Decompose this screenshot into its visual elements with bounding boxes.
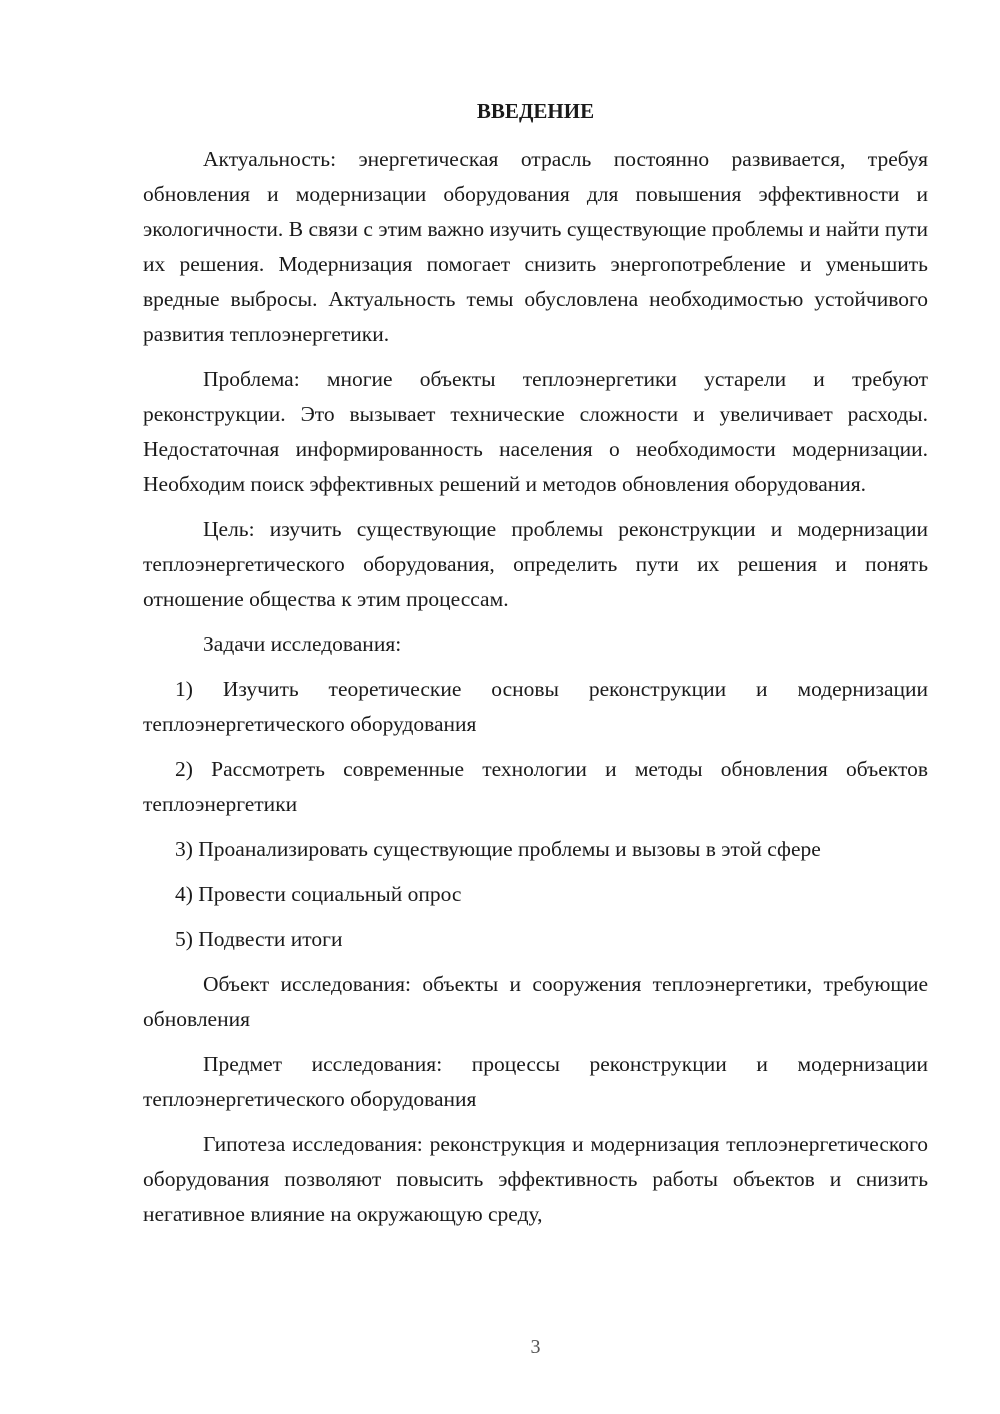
paragraph-hypothesis: Гипотеза исследования: реконструкция и модернизация теплоэнергетического оборудования позволяют повысить эффективность работы объектов и снизить негативное влияние на окружающую среду, [143,1132,928,1226]
task-item-2: 2) Рассмотреть современные технологии и методы обновления объектов теплоэнергетики [143,757,928,816]
task-item-3: 3) Проанализировать существующие проблемы и вызовы в этой сфере [175,837,821,861]
page-number: 3 [530,1336,541,1358]
document-body [143,142,928,1242]
task-item-5: 5) Подвести итоги [175,927,343,951]
paragraph-problem: Проблема: многие объекты теплоэнергетики устарели и требуют реконструкции. Это вызывает технические сложности и увеличивает расходы. Недостаточная информированность населения о необходимости модернизации. Необходим поиск эффективных решений и методов обновления оборудования. [143,367,928,496]
page-title: ВВЕДЕНИЕ [476,99,595,123]
paragraph-subject: Предмет исследования: процессы реконструкции и модернизации теплоэнергетического оборудования [143,1052,928,1111]
paragraph-object: Объект исследования: объекты и сооружения теплоэнергетики, требующие обновления [143,972,928,1031]
task-item-4: 4) Провести социальный опрос [175,882,462,906]
document-page [143,0,928,1414]
task-item-1: 1) Изучить теоретические основы реконструкции и модернизации теплоэнергетического оборудования [143,677,928,736]
paragraph-goal: Цель: изучить существующие проблемы реконструкции и модернизации теплоэнергетического оборудования, определить пути их решения и понять отношение общества к этим процессам. [143,517,928,611]
paragraph-tasks-heading: Задачи исследования: [203,632,402,656]
paragraph-relevance: Актуальность: энергетическая отрасль постоянно развивается, требуя обновления и модернизации оборудования для повышения эффективности и экологичности. В связи с этим важно изучить существующие проблемы и найти пути их решения. Модернизация помогает снизить энергопотребление и уменьшить вредные выбросы. Актуальность темы обусловлена необходимостью устойчивого развития теплоэнергетики. [143,147,928,346]
